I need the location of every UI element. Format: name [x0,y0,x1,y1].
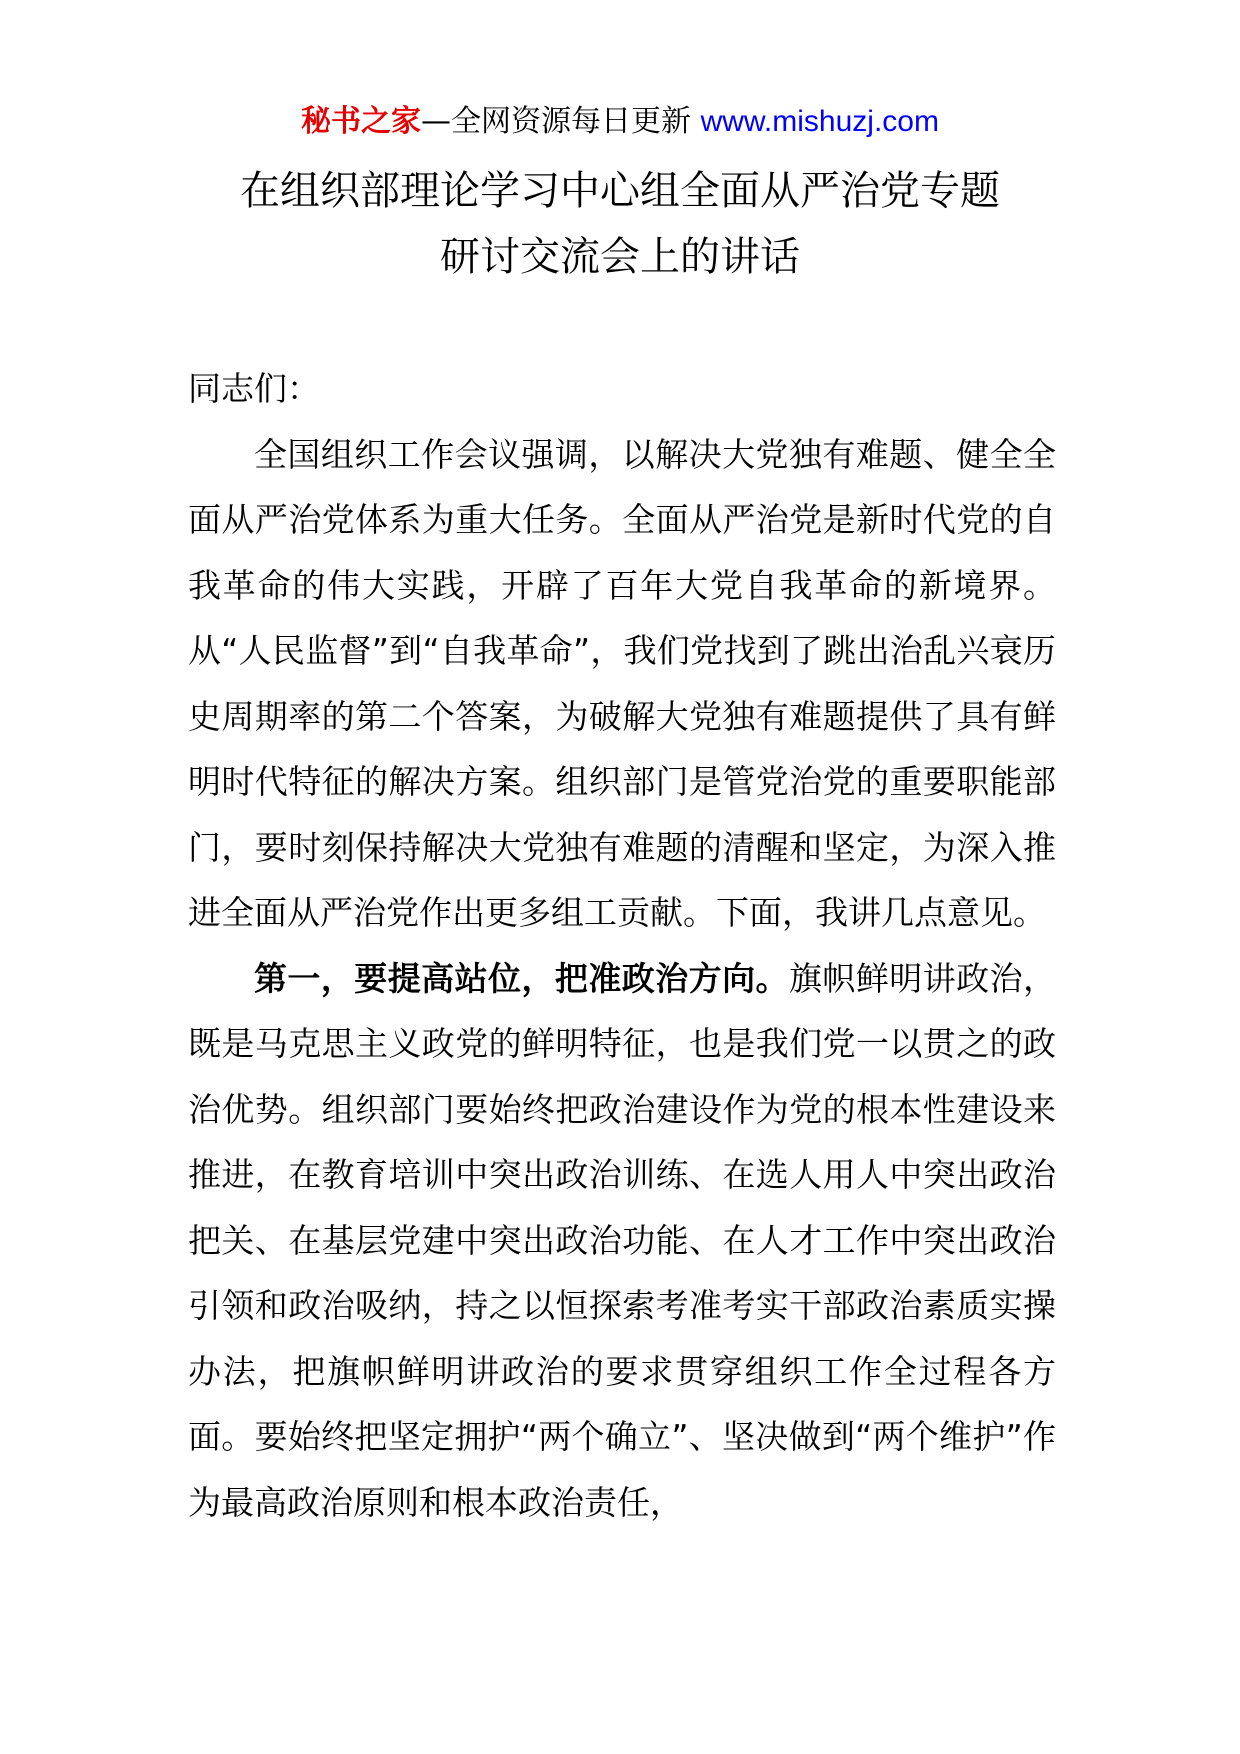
salutation: 同志们： [188,369,320,408]
point-one-heading: 第一，要提高站位，把准政治方向。 [254,958,789,998]
document-body [188,356,1056,1535]
paragraph-point-one [188,946,1056,1536]
document-title-line1: 在组织部理论学习中心组全面从严治党专题 [240,168,1000,214]
site-brand: 秘书之家 [301,104,422,139]
paragraph-intro: 全国组织工作会议强调，以解决大党独有难题、健全全面从严治党体系为重大任务。全面从严治党是新时代党的自我革命的伟大实践，开辟了百年大党自我革命的新境界。从“人民监督”到“自我革命”，我们党找到了跳出治乱兴衰历史周期率的第二个答案，为破解大党独有难题提供了具有鲜明时代特征的解决方案。组织部门是管党治党的重要职能部门，要时刻保持解决大党独有难题的清醒和坚定，为深入推进全面从严治党作出更多组工贡献。下面，我讲几点意见。 [188,434,1056,932]
document-title-line2: 研讨交流会上的讲话 [440,234,800,280]
document-title [0,158,1240,290]
point-one-text: 旗帜鲜明讲政治，既是马克思主义政党的鲜明特征，也是我们党一以贯之的政治优势。组织部门要始终把政治建设作为党的根本性建设来推进，在教育培训中突出政治训练、在选人用人中突出政治把关、在基层党建中突出政治功能、在人才工作中突出政治引领和政治吸纳，持之以恒探索考准考实干部政治素质实操办法，把旗帜鲜明讲政治的要求贯穿组织工作全过程各方面。要始终把坚定拥护“两个确立”、坚决做到“两个维护”作为最高政治原则和根本政治责任， [188,958,1057,1522]
site-tagline: —全网资源每日更新 [421,104,692,139]
site-header [0,100,1240,144]
site-url-link[interactable]: www.mishuzj.com [700,105,939,138]
